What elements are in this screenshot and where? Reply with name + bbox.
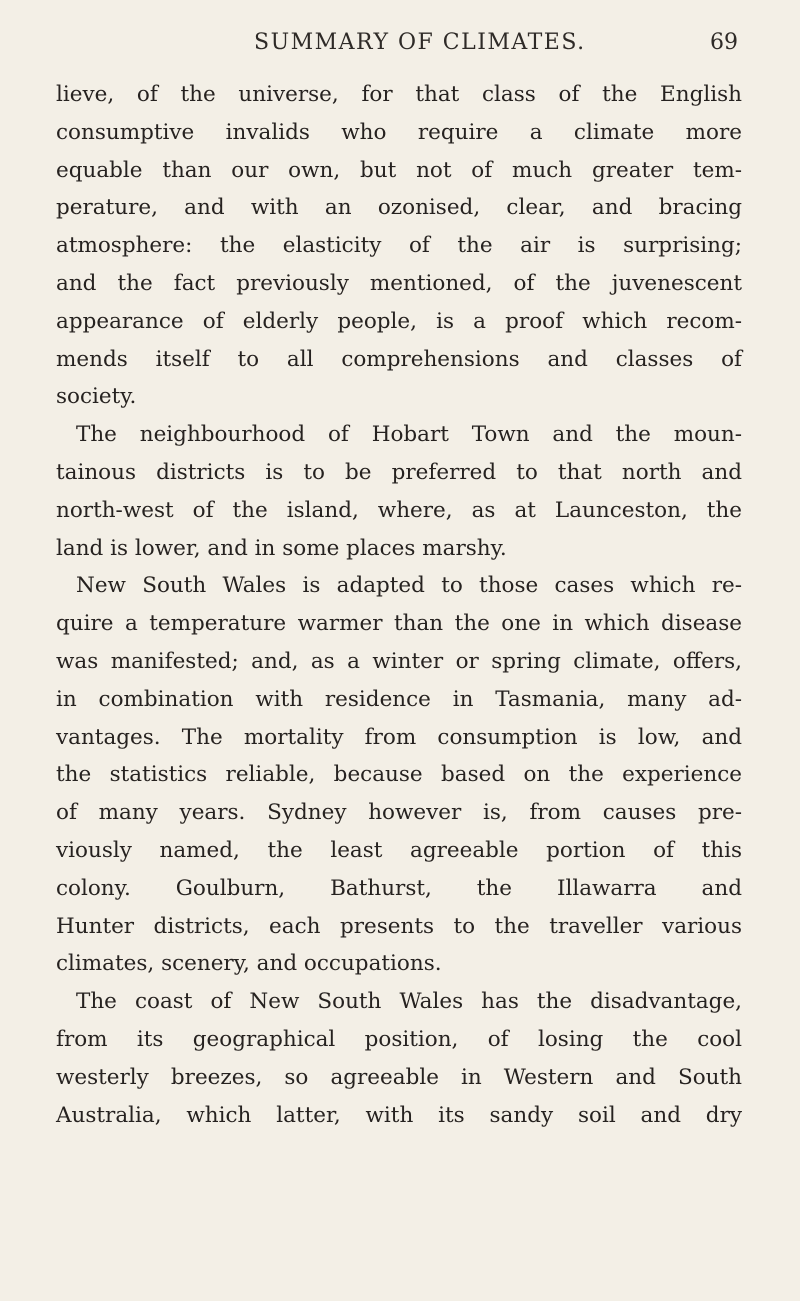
text-line: land is lower, and in some places marshy. [56,535,507,561]
text-line: The neighbourhood of Hobart Town and the moun- [76,422,742,448]
running-title: SUMMARY OF CLIMATES. [254,30,586,55]
text-line: The coast of New South Wales has the disadvantage, [76,989,742,1015]
text-line: from its geographical position, of losing the cool [56,1026,742,1052]
text-line: north-west of the island, where, as at Launceston, the [56,497,742,523]
text-line: lieve, of the universe, for that class of the English [56,82,742,107]
page-number: 69 [710,30,738,55]
text-line: vantages. The mortality from consumption is low, and [56,724,742,750]
text-line: colony. Goulburn, Bathurst, the Illawarra and [56,875,742,901]
text-line: society. [56,384,137,410]
text-line: the statistics reliable, because based on the experience [56,762,742,788]
text-line: atmosphere: the elasticity of the air is surprising; [56,233,742,259]
text-line: and the fact previously mentioned, of the juvenescent [56,270,742,296]
text-line: in combination with residence in Tasmania, many ad- [56,686,742,712]
text-line: tainous districts is to be preferred to that north and [56,459,742,485]
body-text [56,76,742,1134]
text-line: mends itself to all comprehensions and classes of [56,346,742,372]
text-line: consumptive invalids who require a climate more [56,119,742,145]
text-line: appearance of elderly people, is a proof which recom- [56,308,742,334]
text-line: of many years. Sydney however is, from causes pre- [56,800,742,826]
text-line: perature, and with an ozonised, clear, and bracing [56,195,742,221]
text-line: viously named, the least agreeable portion of this [56,837,742,863]
text-line: westerly breezes, so agreeable in Western and South [56,1064,742,1090]
text-line: Australia, which latter, with its sandy soil and dry [56,1102,742,1128]
page-header [0,30,800,64]
text-line: was manifested; and, as a winter or spring climate, offers, [56,648,742,674]
text-line: climates, scenery, and occupations. [56,951,442,977]
text-line: quire a temperature warmer than the one in which disease [56,611,742,637]
text-line: equable than our own, but not of much greater tem- [56,157,742,183]
text-line: Hunter districts, each presents to the traveller various [56,913,742,939]
text-line: New South Wales is adapted to those cases which re- [76,573,742,599]
